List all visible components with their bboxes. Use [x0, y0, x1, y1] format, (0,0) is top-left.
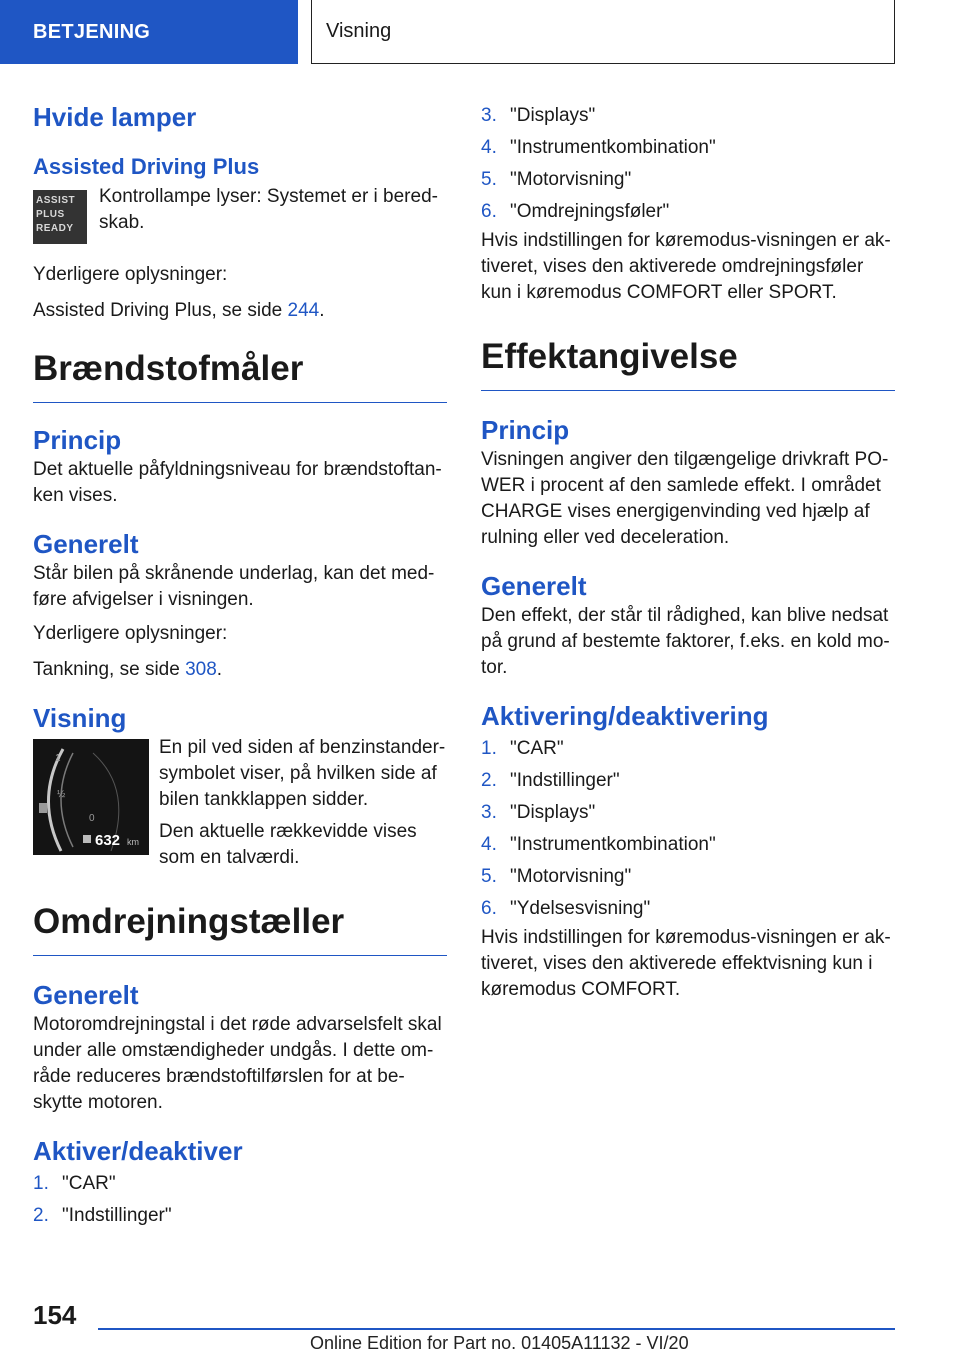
steps-list-right: [481, 733, 895, 925]
list-item: 1. "CAR": [481, 738, 564, 759]
range-value: 632: [95, 832, 121, 849]
heading-princip: Princip: [33, 425, 122, 455]
heading-fuel-gauge: Brændstofmåler: [33, 324, 447, 403]
heading-generelt-right: Generelt: [481, 571, 587, 601]
tach-note: Hvis indstillingen for køremodus-visningen er ak-tiveret, vises den aktiverede omdrejningsføler kun i køremodus COMFORT eller SPORT.: [481, 230, 891, 303]
chapter-label: Visning: [326, 20, 392, 42]
list-item: 4. "Instrumentkombination": [481, 137, 716, 158]
left-column: [33, 100, 447, 1232]
list-item: 3. "Displays": [481, 105, 596, 126]
assist-indicator-row: [33, 184, 447, 244]
tank-reference: Tankning, se side 308.: [33, 659, 223, 680]
list-item: 2. "Indstillinger": [481, 770, 620, 791]
more-info-label: Yderligere oplysninger:: [33, 623, 228, 644]
more-info-label: Yderligere oplysninger:: [33, 264, 228, 285]
list-item: 5. "Motorvisning": [481, 866, 632, 887]
list-item: 5. "Motorvisning": [481, 169, 632, 190]
heading-hvide-lamper: Hvide lamper: [33, 102, 197, 132]
gauge-tick-half: ½: [57, 789, 66, 800]
chapter-header: [311, 0, 895, 64]
list-item: 2. "Indstillinger": [33, 1205, 172, 1226]
steps-list-left: [33, 1168, 447, 1232]
list-item: 6. "Omdrejningsføler": [481, 201, 670, 222]
list-item: 1. "CAR": [33, 1173, 116, 1194]
heading-princip-right: Princip: [481, 415, 570, 445]
range-unit: km: [127, 837, 139, 847]
gauge-tick-0: 0: [89, 813, 95, 824]
gauge-tick-1: 1: [55, 753, 61, 764]
heading-generelt-2: Generelt: [33, 980, 139, 1010]
fuel-gauge-image: [33, 739, 149, 855]
visning-row: [33, 735, 447, 871]
assist-plus-ready-icon: ASSIST PLUS READY: [33, 190, 87, 244]
heading-generelt: Generelt: [33, 529, 139, 559]
section-tab: [0, 0, 298, 64]
generelt-text-right: Den effekt, der står til rådighed, kan blive nedsat på grund af bestemte faktorer, f.eks. en kold mo-tor.: [481, 605, 890, 678]
page-link-308[interactable]: 308: [185, 659, 217, 680]
assist-reference: Assisted Driving Plus, se side 244.: [33, 300, 325, 321]
assist-description: Kontrollampe lyser: Systemet er i bered-skab.: [99, 186, 438, 233]
footer-divider: [98, 1328, 895, 1330]
page-link-244[interactable]: 244: [287, 300, 320, 321]
list-item: 4. "Instrumentkombination": [481, 834, 716, 855]
right-column: [481, 100, 895, 1003]
list-item: 3. "Displays": [481, 802, 596, 823]
page-number: 154: [33, 1300, 77, 1330]
list-item: 6. "Ydelsesvisning": [481, 898, 651, 919]
effekt-note: Hvis indstillingen for køremodus-visningen er ak-tiveret, vises den aktiverede effektvisning kun i køremodus COMFORT.: [481, 927, 891, 1000]
princip-text-right: Visningen angiver den tilgængelige drivkraft PO-WER i procent af den samlede effekt. I området CHARGE vises energigenvinding ved hjælp af rulning eller ved deceleration.: [481, 449, 889, 548]
heading-assisted-driving: Assisted Driving Plus: [33, 154, 260, 179]
heading-tachometer: Omdrejningstæller: [33, 871, 447, 956]
heading-visning: Visning: [33, 703, 127, 733]
edition-text: Online Edition for Part no. 01405A11132 - VI/20: [310, 1333, 689, 1353]
section-label: BETJENING: [33, 20, 151, 43]
steps-list-continued: [481, 100, 895, 228]
heading-effekt: Effektangivelse: [481, 306, 895, 391]
visning-text-range: Den aktuelle rækkevidde vises som en talværdi.: [159, 821, 417, 868]
heading-aktiver: Aktiver/deaktiver: [33, 1136, 243, 1166]
princip-text: Det aktuelle påfyldningsniveau for brændstoftan-ken vises.: [33, 459, 442, 506]
tach-text: Motoromdrejningstal i det røde advarselsfelt skal under alle omstændigheder undgås. I dette om-råde reduceres brændstoftilførslen for at be-skytte motoren.: [33, 1014, 442, 1113]
visning-text-arrow: En pil ved siden af benzinstander-symbolet viser, på hvilken side af bilen tankklappen sidder.: [159, 737, 446, 810]
heading-aktivering: Aktivering/deaktivering: [481, 701, 769, 731]
generelt-text: Står bilen på skrånende underlag, kan det med-føre afvigelser i visningen.: [33, 563, 435, 610]
